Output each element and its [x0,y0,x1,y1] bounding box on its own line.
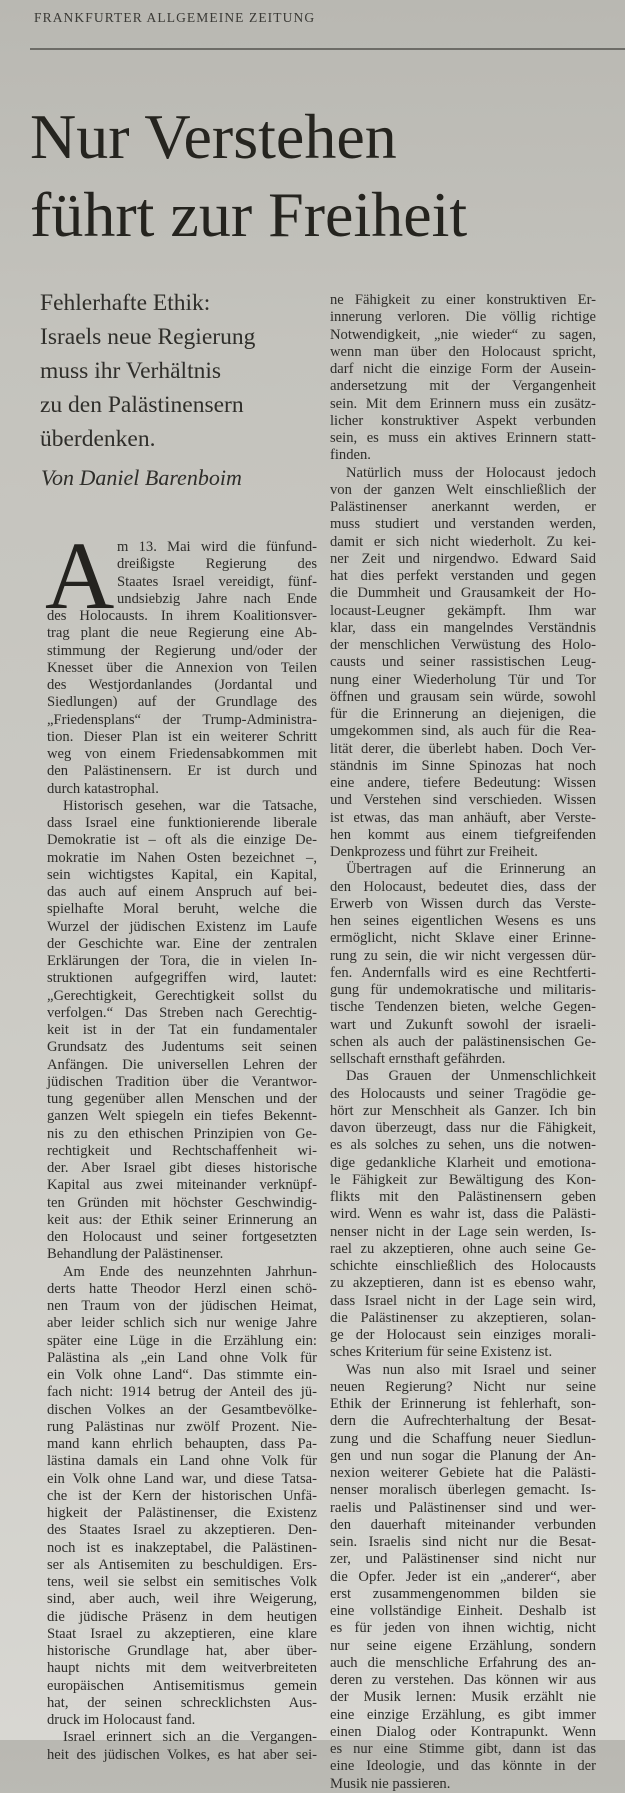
text-line: Denkprozess und führt zur Freiheit. [330,844,538,860]
text-line: den Holocaust, bedeutet dies, dass der [330,878,596,895]
text-line: ganzen Welt spiegeln ein tiefes Bekennt- [47,1108,317,1125]
text-line: rung Palästinas nur zwölf Prozent. Nie- [47,1418,317,1435]
text-line: umgekommen sind, als auch für die Rea- [330,723,596,740]
text-line: hat, der seinen schrecklichsten Aus- [47,1694,317,1711]
text-line: ständnis im Sinne Spinozas hat noch [330,757,596,774]
text-line: flikts mit den Palästinensern geben [330,1189,596,1205]
text-line: heit des jüdischen Volkes, es hat aber sei- [47,1746,317,1763]
text-line: ermöglicht, nicht Sklave einer Erinne- [330,930,596,947]
text-line: für die Erinnerung an diejenigen, die [330,706,596,722]
text-line: dass Israel eine funktionierende liberale [47,815,317,831]
text-line: locaust-Leugner gekämpft. Ihm war [330,602,596,619]
text-line: die Palästinenser zu akzeptieren, solan- [330,1309,596,1326]
text-line: Erklärungen der Tora, die in vielen In- [47,953,317,969]
text-line: tung gegenüber allen Menschen und der [47,1091,317,1107]
text-line: ne Fähigkeit zu einer konstruktiven Er- [330,292,596,308]
text-line: Historisch gesehen, war die Tatsache, [63,797,317,814]
text-line: deren zu verstehen. Das können wir aus [330,1672,596,1688]
subhead-line: überdenken. [40,426,156,452]
text-line: die Opfer. Jeder ist ein „anderer“, aber [330,1568,596,1585]
text-line: undsiebzig Jahre nach Ende [117,590,317,607]
text-line: ist etwas, das man anhäuft, aber Verste- [330,809,596,826]
text-line: eine vollständige Einheit. Deshalb ist [330,1603,596,1619]
article-subheadline [40,286,315,456]
text-line: wird. Wenn es wahr ist, dass die Palästi- [330,1206,596,1223]
text-line: m 13. Mai wird die fünfund- [117,539,317,555]
text-line: zer, und Palästinenser sind nicht nur [330,1551,596,1568]
newspaper-masthead: FRANKFURTER ALLGEMEINE ZEITUNG [34,10,316,25]
text-line: Ethik der Erinnerung ist fehlerhaft, son- [330,1396,596,1412]
text-line: higkeit der Palästinenser, die Existenz [47,1505,317,1521]
text-line: damit er sich nicht wiederholt. Zu kei- [330,533,596,550]
text-line: finden. [330,447,371,464]
text-line: sein. Israelis sind nicht nur die Besat- [330,1534,596,1550]
text-line: die jüdische Präsenz in dem heutigen [47,1608,317,1625]
text-line: der. Aber Israel gibt dieses historische [47,1160,317,1176]
text-line: einen Dialog oder Kontrapunkt. Wenn [330,1723,596,1740]
article-column-right [330,292,596,1793]
text-line: Notwendigkeit, „nie wieder“ zu sagen, [330,326,596,343]
text-line: Wurzel der jüdischen Existenz im Laufe [47,918,317,935]
text-line: lästina damals ein Land ohne Volk für [47,1453,317,1470]
text-line: des Westjordanlandes (Jordantal und [47,677,317,693]
text-line: den dauerhaft miteinander verbunden [330,1516,596,1533]
text-line: des Holocausts. In ihrem Koalitionsver- [47,608,317,624]
text-line: keit aus: der Ethik seiner Erinnerung an [47,1211,317,1228]
text-line: zu akzeptieren, dann ist es ebenso wahr, [330,1275,596,1292]
text-line: ein Volk ohne Land war, und diese Tatsa- [47,1470,317,1487]
text-line: Das Grauen der Unmenschlichkeit [346,1068,596,1085]
text-line: tens, weil sie selbst ein semitisches Volk [47,1574,317,1590]
text-line: „Gerechtigkeit, Gerechtigkeit sollst du [47,987,317,1004]
text-line: Israel erinnert sich an die Vergangen- [63,1729,317,1746]
text-line: der Geschichte war. Eine der zentralen [47,935,317,952]
text-line: es nur eine Stimme gibt, dann ist das [330,1741,596,1757]
subhead-line: Israels neue Regierung [40,324,256,350]
text-line: „Friedensplans“ der Trump-Administra- [47,711,317,728]
text-line: aber leider schlich sich nur wenige Jahre [47,1315,317,1332]
text-line: sind, aber auch, weil ihre Weigerung, [47,1591,317,1608]
article-column-left [45,522,317,1764]
text-line: nung einer Wiederholung Tür und Tor [330,671,596,688]
text-line: auch die menschliche Erfahrung des an- [330,1654,596,1671]
text-line: fen. Andernfalls wird es eine Rechtferti- [330,964,596,981]
author-byline: Von Daniel Barenboim [41,465,242,490]
text-line: weg von einem Friedensabkommen mit [47,746,317,762]
text-line: zung und die Schaffung neuer Siedlun- [330,1430,596,1447]
text-line: lität derer, die überlebt haben. Doch Ver- [330,740,596,757]
text-line: dischen Volkes an der Gesamtbevölke- [47,1401,317,1418]
text-line: dreißigste Regierung des [117,556,317,573]
subhead-line: muss ihr Verhältnis [40,358,222,384]
text-line: nexion weiterer Gebiete hat die Palästi- [330,1465,596,1481]
text-line: mand kann ehrlich behaupten, dass Pa- [47,1436,317,1452]
text-line: Kapital aus zwei miteinander verknüpf- [47,1177,317,1194]
text-line: mokratie im Nahen Osten bezeichnet –, [47,849,317,866]
text-line: innerung verloren. Die völlig richtige [330,309,596,326]
text-line: hen kommt aus einem tiefgreifenden [330,826,596,843]
text-line: nen Traum von der jüdischen Heimat, [47,1298,317,1314]
text-line: klar, dass ein mangelndes Verständnis [330,619,596,636]
text-line: le Fähigkeit zur Bewältigung des Kon- [330,1171,596,1188]
text-line: Übertragen auf die Erinnerung an [346,861,596,878]
text-line: den Holocaust und seiner fortgesetzten [47,1229,317,1245]
text-line: gen und nun sogar die Planung der An- [330,1447,596,1464]
text-line: muss studiert und verstanden werden, [330,516,596,533]
text-line: von der ganzen Welt einschließlich der [330,481,596,498]
text-line: Natürlich muss der Holocaust jedoch [346,464,596,481]
text-line: tische Tendenzen bieten, welche Gegen- [330,999,596,1016]
text-line: ser als Antisemiten zu beschuldigen. Ers- [47,1556,317,1573]
text-line: rechtigkeit und Rechtschaffenheit wi- [47,1142,317,1159]
text-line: trag plant die neue Regierung eine Ab- [47,625,317,642]
text-line: Staates Israel vereidigt, fünf- [117,573,317,590]
text-line: und Verstehen sind verschieden. Wissen [330,792,596,809]
text-line: den Palästinensern. Er ist durch und [47,763,317,780]
text-line: Grundsatz des Judentums seit seinen [47,1039,317,1056]
text-line: hört zur Menschheit als Ganzer. Ich bin [330,1102,596,1119]
text-line: Siedlungen) auf der Grundlage des [47,694,317,711]
text-line: Demokratie ist – oft als die einzige De- [47,832,317,849]
text-line: der Musik lernen: Musik erzählt nie [330,1689,596,1706]
text-line: Behandlung der Palästinenser. [47,1246,224,1263]
text-line: andersetzung mit der Vergangenheit [330,378,596,395]
text-line: ein Volk ohne Land“. Das stimmte ein- [47,1367,317,1383]
text-line: eine Ideologie, und das könnte in der [330,1758,596,1775]
text-line: hen seines eigentlichen Wesens es uns [330,913,596,929]
text-line: Was nun also mit Israel und seiner [346,1361,596,1378]
text-line: rung zu sein, die wir nicht vergessen dür- [330,947,596,964]
text-line: Am Ende des neunzehnten Jahrhun- [63,1263,317,1280]
subhead-line: zu den Palästinensern [40,392,244,418]
text-line: sein wichtigstes Kapital, ein Kapital, [47,866,317,883]
text-line: europäischen Antisemitismus gemein [47,1677,317,1694]
left-column-body [47,608,317,1764]
text-line: rael zu akzeptieren, ohne auch seine Ge- [330,1240,596,1257]
text-line: Musik nie passieren. [330,1775,451,1792]
right-column-body [330,292,596,1793]
text-line: Knesset über die Annexion von Teilen [47,659,317,676]
text-line: historische Grundlage hat, aber über- [47,1643,317,1659]
text-line: spielhafte Moral beruht, welche die [47,901,317,918]
text-line: jüdischen Tradition über die Verantwor- [47,1073,317,1090]
text-line: darf nicht die einzige Form der Ausein- [330,361,596,377]
text-line: nis zu den ethischen Prinzipien von Ge- [47,1125,317,1142]
text-line: haupt nichts mit dem weitverbreiteten [47,1660,317,1677]
text-line: eine andere, tiefere Bedeutung: Wissen [330,775,596,791]
text-line: struktionen aufgegriffen wird, lautet: [47,970,317,987]
masthead-rule [30,48,625,50]
text-line: schen als auch der palästinensischen Ge- [330,1033,596,1050]
text-line: raelis und Palästinenser sind und wer- [330,1499,596,1516]
text-line: ner Zeit und nirgendwo. Edward Said [330,550,596,567]
text-line: öffnen und grausam sein würde, sowohl [330,688,596,705]
text-line: nur seine eigene Erzählung, sondern [330,1637,596,1654]
text-line: derts hatte Theodor Herzl einen schö- [47,1280,317,1297]
text-line: sein, es muss ein aktives Erinnern statt- [330,430,596,446]
text-line: nenser moralisch überlegen gemacht. Is- [330,1482,596,1499]
text-line: durch katastrophal. [47,780,159,797]
text-line: Anfängen. Die universellen Lehren der [47,1056,317,1073]
text-line: wenn man über den Holocaust spricht, [330,343,596,360]
text-line: Staat Israel zu akzeptieren, eine klare [47,1625,317,1642]
text-line: keit ist in der Tat ein fundamentaler [47,1022,317,1038]
text-line: dass Israel nicht in der Lage sein wird, [330,1292,596,1309]
headline-line-1: Nur Verstehen [30,101,397,172]
text-line: die Dummheit und Grausamkeit der Ho- [330,585,596,602]
text-line: gung für undemokratische und militaris- [330,982,596,998]
text-line: hat dies perfekt verstanden und gegen [330,568,596,584]
text-line: nenser nicht in der Lage sein werden, Is- [330,1223,596,1240]
text-line: stimmung der Regierung und/oder der [47,642,317,659]
text-line: wart und Zukunft sowohl der israeli- [330,1016,596,1033]
text-line: Palästina als „ein Land ohne Volk für [47,1349,317,1366]
text-line: licher konstruktiver Aspekt verbunden [330,412,596,429]
text-line: es für jeden von ihnen wichtig, nicht [330,1620,596,1637]
text-line: ge der Holocaust sein einziges morali- [330,1327,596,1343]
text-line: Palästinenser anerkannt werden, er [330,499,596,515]
text-line: causts und seiner rassistischen Leug- [330,654,596,671]
text-line: dern die Aufrechterhaltung der Besat- [330,1413,596,1430]
text-line: fach nicht: 1914 betrug der Anteil des jü- [47,1384,317,1401]
text-line: dige gedankliche Klarheit und emotiona- [330,1154,596,1171]
text-line: eine einzige Erzählung, es gibt immer [330,1706,596,1723]
text-line: verfolgen.“ Das Streben nach Gerechtig- [47,1004,317,1021]
headline-line-2: führt zur Freiheit [30,179,468,250]
text-line: che ist der Kern der historischen Unfä- [47,1487,317,1504]
text-line: druck im Holocaust fand. [47,1712,196,1728]
text-line: sches Kriterium für seine Existenz ist. [330,1344,553,1361]
text-line: das auch auf einem Anspruch auf bei- [47,884,317,900]
article-headline [30,98,620,254]
text-line: sein. Mit dem Erinnern muss ein zusätz- [330,395,596,412]
text-line: Erwerb von Wissen durch das Verste- [330,895,596,912]
text-line: davon überzeugt, dass nur die Fähigkeit, [330,1120,596,1136]
text-line: ten Gründen mit höchster Geschwindig- [47,1194,317,1211]
text-line: des Staates Israel zu akzeptieren. Den- [47,1522,317,1539]
text-line: neuen Regierung? Nicht nur seine [330,1378,596,1395]
text-line: der menschlichen Verwüstung des Holo- [330,637,596,653]
text-line: tion. Dieser Plan ist ein weiterer Schritt [47,728,317,745]
text-line: schichte einschließlich des Holocausts [330,1258,596,1274]
text-line: es als solches zu sehen, uns die notwen- [330,1137,596,1154]
text-line: noch ist es inakzeptabel, die Palästinen- [47,1539,317,1556]
drop-cap: A [45,522,115,629]
text-line: sellschaft ernsthaft gefährden. [330,1051,506,1067]
subhead-line: Fehlerhafte Ethik: [40,290,211,316]
text-line: später eine Lüge in die Erzählung ein: [47,1332,317,1349]
text-line: erst zusammengenommen bilden sie [330,1585,596,1602]
text-line: des Holocausts und seiner Tragödie ge- [330,1085,596,1102]
